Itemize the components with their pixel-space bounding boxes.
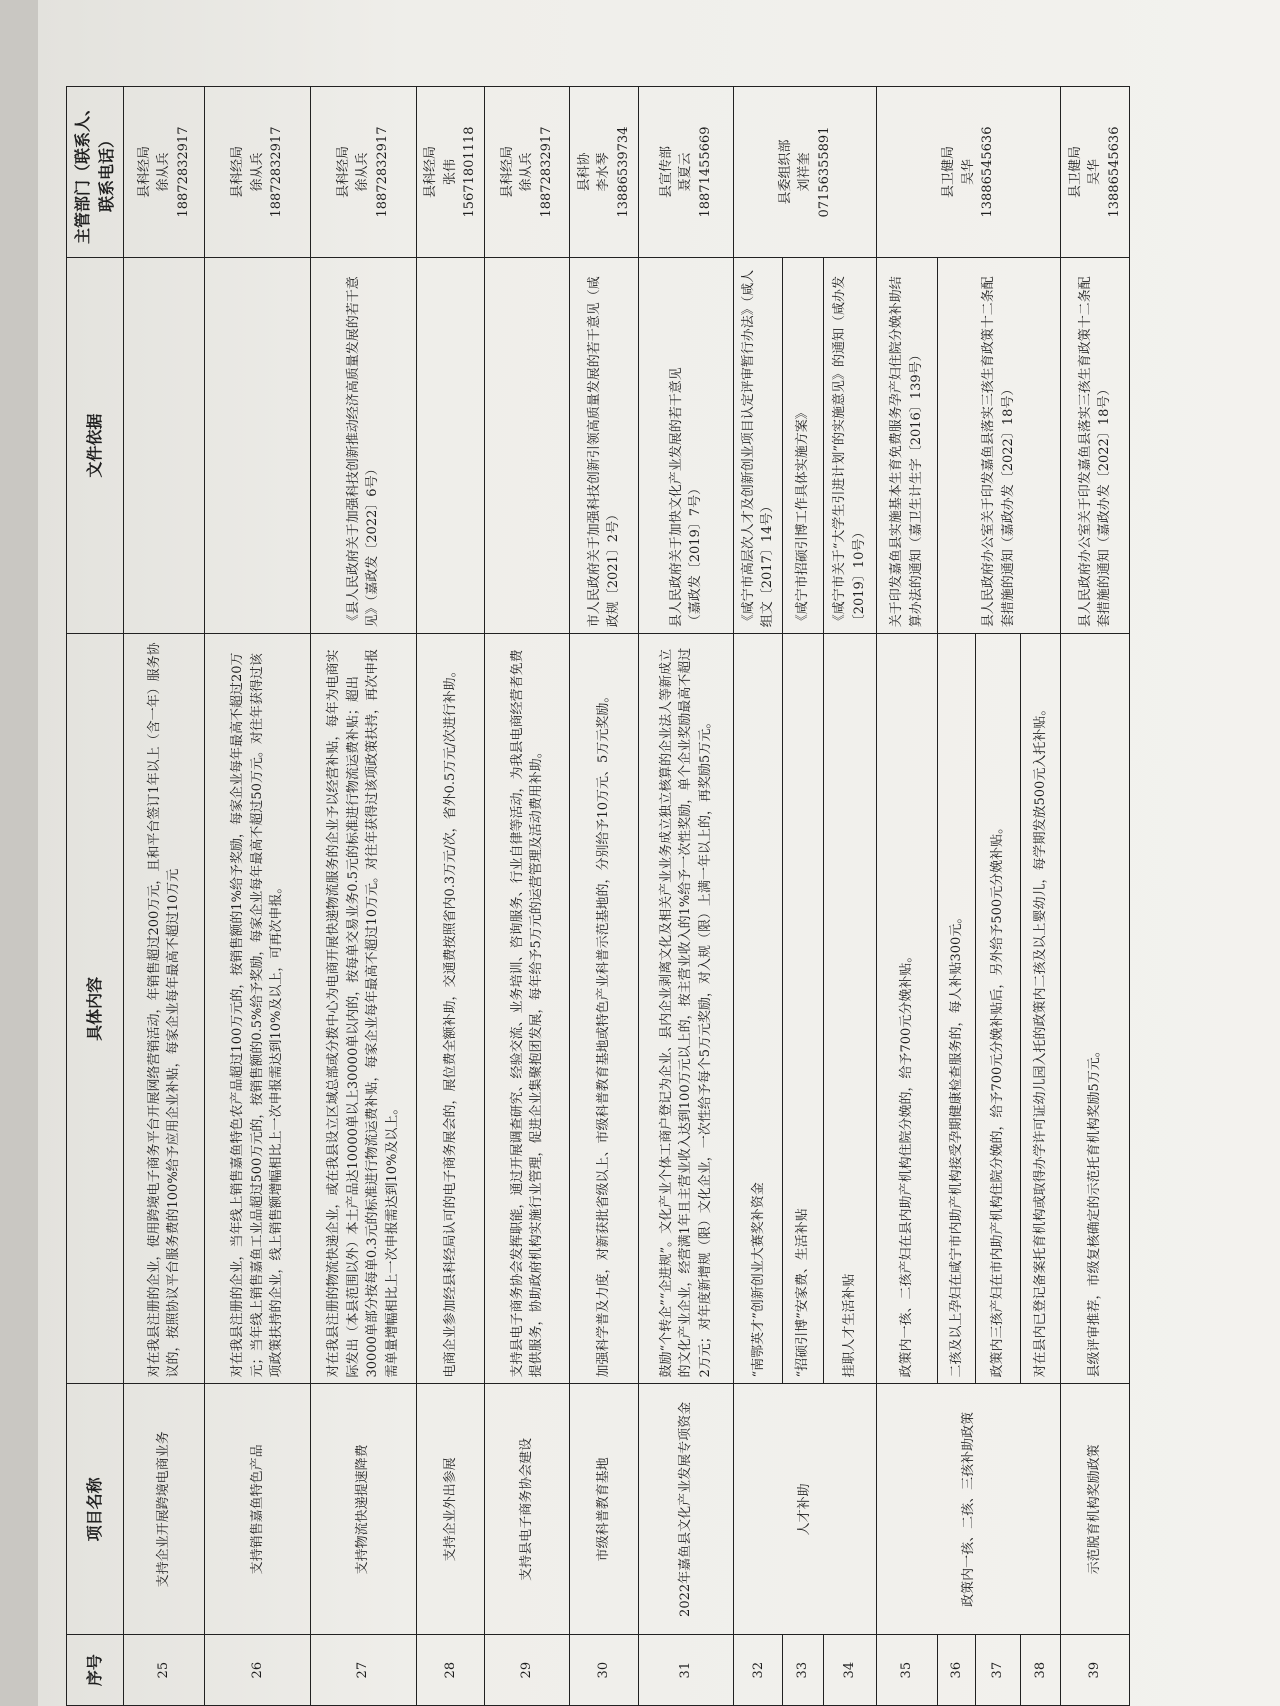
row-content: 对在我县注册的物流快递企业，或在我县设立区域总部或分拨中心为电商开展快递物流服务的企业予以经营补贴，每年为电商实际发出（本县范围以外）本土产品达10000单以上30000单以内的，按每单交易业务0.5元的标准进行物流运费补贴；超出30000单部分按每单0.3元的标准进行物流运费补贴，每家企业每年最高不超过10万元。对往年获得过该项政策扶持，再次申报需单量增幅相比上一次申报需达到10%及以上。: [310, 634, 416, 1384]
table-row: [310, 87, 416, 1706]
row-content: 对在我县注册的企业，当年线上销售嘉鱼特色农产品超过100万元的，按销售额的1%给予奖励，每家企业每年最高不超过20万元；当年线上销售嘉鱼工业品超过500万元的，按销售额的0.5%给予奖励，每家企业每年最高不超过50万元。对往年获得过该项政策扶持的企业，线上销售额增幅相比上一次申报需达到10%及以上，可再次申报。: [205, 634, 311, 1384]
table-row: [416, 87, 485, 1706]
row-content: 政策内三孩产妇在市内助产机构住院分娩的，给予700元分娩补贴后，另外给予500元分娩补贴。: [976, 634, 1021, 1384]
row-basis: [124, 258, 205, 634]
row-basis: [485, 258, 570, 634]
row-name: 支持企业开展跨境电商业务: [124, 1384, 205, 1635]
header-content: 具体内容: [67, 634, 124, 1384]
row-dept: 县委组织部 刘祥奎 07156355891: [734, 87, 876, 258]
row-no: 39: [1061, 1635, 1130, 1706]
policy-table: [66, 86, 1130, 1706]
row-dept: 县科经局 张伟 15671801118: [416, 87, 485, 258]
row-name: 人才补助: [734, 1384, 876, 1635]
table-row: [876, 87, 937, 1706]
row-no: 26: [205, 1635, 311, 1706]
row-dept: 县卫健局 吴华 13886545636: [1061, 87, 1130, 258]
row-dept: 县宣传部 聂夏云 18871455669: [638, 87, 733, 258]
row-no: 38: [1020, 1635, 1061, 1706]
row-content: 挂职人才生活补贴: [823, 634, 876, 1384]
table-row: [570, 87, 639, 1706]
row-name: 市级科普教育基地: [570, 1384, 639, 1635]
row-basis: 《咸宁市关于“大学生引进计划”的实施意见》的通知（咸办发〔2019〕10号）: [823, 258, 876, 634]
row-dept: 县科经局 徐从兵 18872832917: [205, 87, 311, 258]
row-content: 县级评审推荐，市级复核确定的示范托育机构奖励5万元。: [1061, 634, 1130, 1384]
row-dept: 县科经局 徐从兵 18872832917: [124, 87, 205, 258]
row-basis: [416, 258, 485, 634]
table-row: [1061, 87, 1130, 1706]
policy-table-rotated-page: [66, 86, 1130, 1706]
row-basis: 《咸宁市招硕引博工作具体实施方案》: [783, 258, 824, 634]
table-row: [485, 87, 570, 1706]
row-name: 支持物流快递提速降费: [310, 1384, 416, 1635]
row-no: 37: [976, 1635, 1021, 1706]
row-content: 对在我县注册的企业，使用跨境电子商务平台开展网络营销活动，年销售超过200万元，且和平台签订1年以上（含一年）服务协议的，按照协议平台服务费的100%给予应用企业补贴，每家企业每年最高不超过10万元: [124, 634, 205, 1384]
row-dept: 县科经局 徐从兵 18872832917: [310, 87, 416, 258]
row-content: 鼓励“个转企”“企进规”。文化产业个体工商户登记为企业、县内企业剥离文化及相关产业业务成立独立核算的企业法人等新成立的文化产业企业，经营满1年且主营业收入达到100万元以上的，按主营业收入的1%给予一次性奖励，单个企业奖励最高不超过2万元；对年度新增规（限）文化企业，一次性给予每个5万元奖励，对入规（限）上满一年以上的，再奖励5万元。: [638, 634, 733, 1384]
row-no: 25: [124, 1635, 205, 1706]
row-no: 31: [638, 1635, 733, 1706]
row-content: 二孩及以上孕妇在咸宁市内助产机构接受孕期健康检查服务的，每人补贴300元。: [937, 634, 976, 1384]
row-basis: [205, 258, 311, 634]
row-no: 34: [823, 1635, 876, 1706]
row-content: “南鄂英才”创新创业大赛奖补资金: [734, 634, 783, 1384]
row-name: 支持县电子商务协会建设: [485, 1384, 570, 1635]
row-no: 33: [783, 1635, 824, 1706]
row-name: 政策内一孩、二孩、三孩补助政策: [876, 1384, 1061, 1635]
row-dept: 县科经局 徐从兵 18872832917: [485, 87, 570, 258]
table-row: [734, 87, 783, 1706]
row-content: 加强科学普及力度，对新获批省级以上、市级科普教育基地或特色产业科普示范基地的，分别给予10万元、5万元奖励。: [570, 634, 639, 1384]
row-no: 27: [310, 1635, 416, 1706]
row-no: 35: [876, 1635, 937, 1706]
row-no: 36: [937, 1635, 976, 1706]
row-no: 30: [570, 1635, 639, 1706]
row-dept: 县卫健局 吴华 13886545636: [876, 87, 1061, 258]
row-no: 32: [734, 1635, 783, 1706]
table-row: [124, 87, 205, 1706]
row-name: 支持企业外出参展: [416, 1384, 485, 1635]
header-basis: 文件依据: [67, 258, 124, 634]
header-no: 序号: [67, 1635, 124, 1706]
row-content: 对在县内已登记备案托育机构或取得办学许可证幼儿园入托的政策内二孩及以上婴幼儿，每学期发放500元入托补贴。: [1020, 634, 1061, 1384]
row-basis: 《咸宁市高层次人才及创新创业项目认定评审暂行办法》（咸人组文〔2017〕14号）: [734, 258, 783, 634]
row-basis: 市人民政府关于加强科技创新引领高质量发展的若干意见（咸政规〔2021〕2号）: [570, 258, 639, 634]
row-basis: 县人民政府办公室关于印发嘉鱼县落实三孩生育政策十二条配套措施的通知（嘉政办发〔2022〕18号）: [937, 258, 1061, 634]
row-basis: 县人民政府关于加快文化产业发展的若干意见 （嘉政发〔2019〕7号）: [638, 258, 733, 634]
row-no: 28: [416, 1635, 485, 1706]
row-content: “招硕引博”安家费、生活补贴: [783, 634, 824, 1384]
row-content: 电商企业参加经县科经局认可的电子商务展会的，展位费全额补助，交通费按照省内0.3万元/次，省外0.5万元/次进行补助。: [416, 634, 485, 1384]
row-content: 支持县电子商务协会发挥职能，通过开展调查研究、经验交流、业务培训、咨询服务、行业自律等活动，为我县电商经营者免费提供服务，协助政府机构实施行业管理，促进企业集聚抱团发展，每年给予5万元的运营管理及活动费用补助。: [485, 634, 570, 1384]
row-name: 2022年嘉鱼县文化产业发展专项资金: [638, 1384, 733, 1635]
row-content: 政策内一孩、二孩产妇在县内助产机构住院分娩的，给予700元分娩补贴。: [876, 634, 937, 1384]
row-name: 支持销售嘉鱼特色产品: [205, 1384, 311, 1635]
header-row: [67, 87, 124, 1706]
row-basis: 《县人民政府关于加强科技创新推动经济高质量发展的若干意见》（嘉政发〔2022〕6号）: [310, 258, 416, 634]
row-basis: 县人民政府办公室关于印发嘉鱼县落实三孩生育政策十二条配套措施的通知（嘉政办发〔2022〕18号）: [1061, 258, 1130, 634]
row-dept: 县科协 李水琴 13886539734: [570, 87, 639, 258]
table-row: [638, 87, 733, 1706]
table-row: [205, 87, 311, 1706]
header-name: 项目名称: [67, 1384, 124, 1635]
row-name: 示范脱育机构奖励政策: [1061, 1384, 1130, 1635]
header-dept: 主管部门（联系人、联系电话）: [67, 87, 124, 258]
row-basis: 关于印发嘉鱼县实施基本生育免费服务孕产妇住院分娩补助结算办法的通知（嘉卫生计生字〔2016〕139号）: [876, 258, 937, 634]
row-no: 29: [485, 1635, 570, 1706]
